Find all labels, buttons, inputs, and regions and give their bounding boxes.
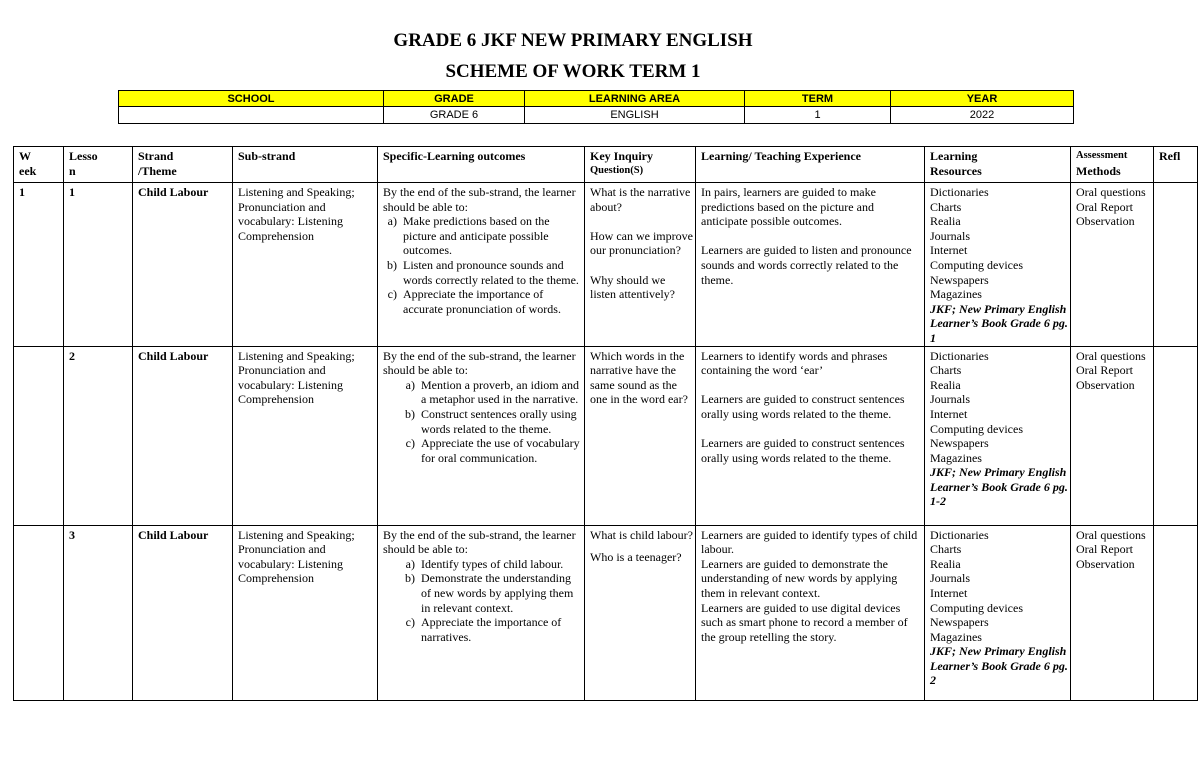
resource-item: Realia: [930, 214, 961, 229]
header-substrand: Sub-strand: [233, 147, 378, 183]
resource-item: Journals: [930, 392, 970, 407]
inquiry-question: Who is a teenager?: [590, 550, 682, 565]
resource-item: Computing devices: [930, 600, 1023, 615]
assessment-item: Oral Report: [1076, 199, 1133, 214]
summary-header-year: YEAR: [891, 91, 1074, 107]
outcomes-intro: By the end of the sub-strand, the learner should be able to:: [383, 527, 576, 557]
assessment-item: Observation: [1076, 214, 1135, 229]
assessment-item: Oral Report: [1076, 363, 1133, 378]
summary-year-value: 2022: [891, 107, 1074, 124]
resource-item: Computing devices: [930, 257, 1023, 272]
header-reflection: Refl: [1154, 147, 1198, 183]
experience-item: Learners are guided to construct sentences orally using words related to the theme.: [701, 392, 905, 421]
lesson-cell: 3: [64, 525, 133, 700]
resource-item: Newspapers: [930, 615, 989, 630]
reflection-cell: [1154, 346, 1198, 525]
substrand-cell: Listening and Speaking; Pronunciation and vocabulary: Listening Comprehension: [233, 525, 378, 700]
assessment-cell: [1071, 346, 1154, 525]
week-cell: 1: [14, 183, 64, 347]
summary-learning-area-value: ENGLISH: [525, 107, 745, 124]
summary-header-school: SCHOOL: [119, 91, 384, 107]
assessment-item: Observation: [1076, 556, 1135, 571]
resource-item: Dictionaries: [930, 527, 989, 542]
resource-item: Computing devices: [930, 421, 1023, 436]
resource-item: Newspapers: [930, 272, 989, 287]
resource-item: Magazines: [930, 629, 982, 644]
experience-item: Learners are guided to use digital devices such as smart phone to record a member of the group retelling the story.: [701, 600, 908, 644]
header-strand: Strand /Theme: [133, 147, 233, 183]
resource-item: Magazines: [930, 287, 982, 302]
summary-header-grade: GRADE: [384, 91, 525, 107]
resource-item: Internet: [930, 243, 968, 258]
inquiry-question: Why should we listen attentively?: [590, 272, 675, 302]
summary-table: [118, 90, 1074, 124]
resource-item: Newspapers: [930, 436, 989, 451]
assessment-item: Oral questions: [1076, 185, 1146, 199]
experience-item: In pairs, learners are guided to make predictions based on the picture and anticipate possible outcomes.: [701, 185, 876, 229]
scheme-row: [14, 183, 1198, 347]
summary-header-term: TERM: [745, 91, 891, 107]
experience-item: Learners are guided to identify types of child labour.: [701, 527, 918, 557]
document-subtitle: SCHEME OF WORK TERM 1: [445, 61, 701, 82]
header-inquiry: Key Inquiry Question(S): [585, 147, 696, 183]
outcome-item: c. Appreciate the importance of accurate pronunciation of words.: [403, 287, 582, 316]
assessment-item: Oral questions: [1076, 348, 1146, 363]
resources-cell: [925, 346, 1071, 525]
summary-term-value: 1: [745, 107, 891, 124]
outcome-item: c. Appreciate the use of vocabulary for oral communication.: [421, 436, 582, 465]
outcomes-cell: [378, 525, 585, 700]
resource-item: Journals: [930, 571, 970, 586]
assessment-cell: [1071, 183, 1154, 347]
assessment-cell: [1071, 525, 1154, 700]
resource-item: Dictionaries: [930, 348, 989, 363]
resource-item: Dictionaries: [930, 185, 989, 199]
assessment-item: Oral Report: [1076, 542, 1133, 557]
summary-value-row: [119, 107, 1074, 124]
resource-item: Realia: [930, 556, 961, 571]
resource-item: Realia: [930, 377, 961, 392]
scheme-table: [13, 146, 1198, 701]
inquiry-question: What is child labour?: [590, 527, 693, 542]
lesson-cell: 1: [64, 183, 133, 347]
outcomes-intro: By the end of the sub-strand, the learner should be able to:: [383, 348, 576, 378]
header-resources: Learning Resources: [925, 147, 1071, 183]
experience-item: Learners are guided to construct sentences orally using words related to the theme.: [701, 436, 905, 465]
strand-cell: Child Labour: [133, 346, 233, 525]
header-assessment: Assessment Methods: [1071, 147, 1154, 183]
scheme-header-row: [14, 147, 1198, 183]
assessment-item: Oral questions: [1076, 527, 1146, 542]
scheme-row: [14, 346, 1198, 525]
outcomes-cell: [378, 346, 585, 525]
outcomes-cell: [378, 183, 585, 347]
experience-item: Learners are guided to listen and pronounce sounds and words correctly related to the theme.: [701, 243, 912, 287]
inquiry-question: How can we improve our pronunciation?: [590, 228, 693, 258]
outcome-item: a. Mention a proverb, an idiom and a metaphor used in the narrative.: [421, 378, 582, 407]
resources-cell: [925, 525, 1071, 700]
inquiry-question: Which words in the narrative have the same sound as the one in the word ear?: [590, 348, 688, 407]
assessment-item: Observation: [1076, 377, 1135, 392]
resource-item: Charts: [930, 542, 962, 557]
week-cell: [14, 346, 64, 525]
resource-item: Charts: [930, 363, 962, 378]
header-week: W eek: [14, 147, 64, 183]
summary-school-value: [119, 107, 384, 124]
summary-header-row: [119, 91, 1074, 107]
resource-item: Magazines: [930, 450, 982, 465]
inquiry-question: What is the narrative about?: [590, 185, 691, 214]
outcomes-list: [383, 557, 582, 645]
substrand-cell: Listening and Speaking; Pronunciation and vocabulary: Listening Comprehension: [233, 183, 378, 347]
outcomes-list: [383, 378, 582, 466]
lesson-cell: 2: [64, 346, 133, 525]
outcomes-list: [383, 214, 582, 316]
resource-item: Internet: [930, 406, 968, 421]
outcome-item: a. Make predictions based on the picture and anticipate possible outcomes.: [403, 214, 582, 258]
reflection-cell: [1154, 183, 1198, 347]
outcome-item: b. Demonstrate the understanding of new words by applying them in relevant context.: [421, 571, 582, 615]
substrand-cell: Listening and Speaking; Pronunciation and vocabulary: Listening Comprehension: [233, 346, 378, 525]
reflection-cell: [1154, 525, 1198, 700]
experience-cell: [696, 346, 925, 525]
outcome-item: a. Identify types of child labour.: [421, 557, 582, 572]
outcome-item: b. Construct sentences orally using words related to the theme.: [421, 407, 582, 436]
document-title: GRADE 6 JKF NEW PRIMARY ENGLISH: [393, 30, 753, 51]
strand-cell: Child Labour: [133, 525, 233, 700]
resources-cell: [925, 183, 1071, 347]
experience-cell: [696, 183, 925, 347]
week-cell: [14, 525, 64, 700]
summary-header-learning-area: LEARNING AREA: [525, 91, 745, 107]
learner-book-reference: JKF; New Primary English Learner’s Book Grade 6 pg. 1-2: [930, 465, 1068, 509]
inquiry-cell: [585, 525, 696, 700]
learner-book-reference: JKF; New Primary English Learner’s Book Grade 6 pg. 1: [930, 301, 1068, 345]
inquiry-cell: [585, 183, 696, 347]
header-lesson: Lesso n: [64, 147, 133, 183]
header-outcomes: Specific-Learning outcomes: [378, 147, 585, 183]
outcome-item: c. Appreciate the importance of narratives.: [421, 615, 582, 644]
outcome-item: b. Listen and pronounce sounds and words correctly related to the theme.: [403, 258, 582, 287]
experience-item: Learners are guided to demonstrate the understanding of new words by applying them in relevant context.: [701, 556, 898, 600]
strand-cell: Child Labour: [133, 183, 233, 347]
resource-item: Internet: [930, 585, 968, 600]
resource-item: Charts: [930, 199, 962, 214]
resource-item: Journals: [930, 228, 970, 243]
scheme-row: [14, 525, 1198, 700]
summary-grade-value: GRADE 6: [384, 107, 525, 124]
experience-cell: [696, 525, 925, 700]
inquiry-cell: [585, 346, 696, 525]
outcomes-intro: By the end of the sub-strand, the learner should be able to:: [383, 185, 576, 214]
learner-book-reference: JKF; New Primary English Learner’s Book Grade 6 pg. 2: [930, 644, 1068, 688]
experience-item: Learners to identify words and phrases containing the word ‘ear’: [701, 348, 888, 378]
header-experience: Learning/ Teaching Experience: [696, 147, 925, 183]
